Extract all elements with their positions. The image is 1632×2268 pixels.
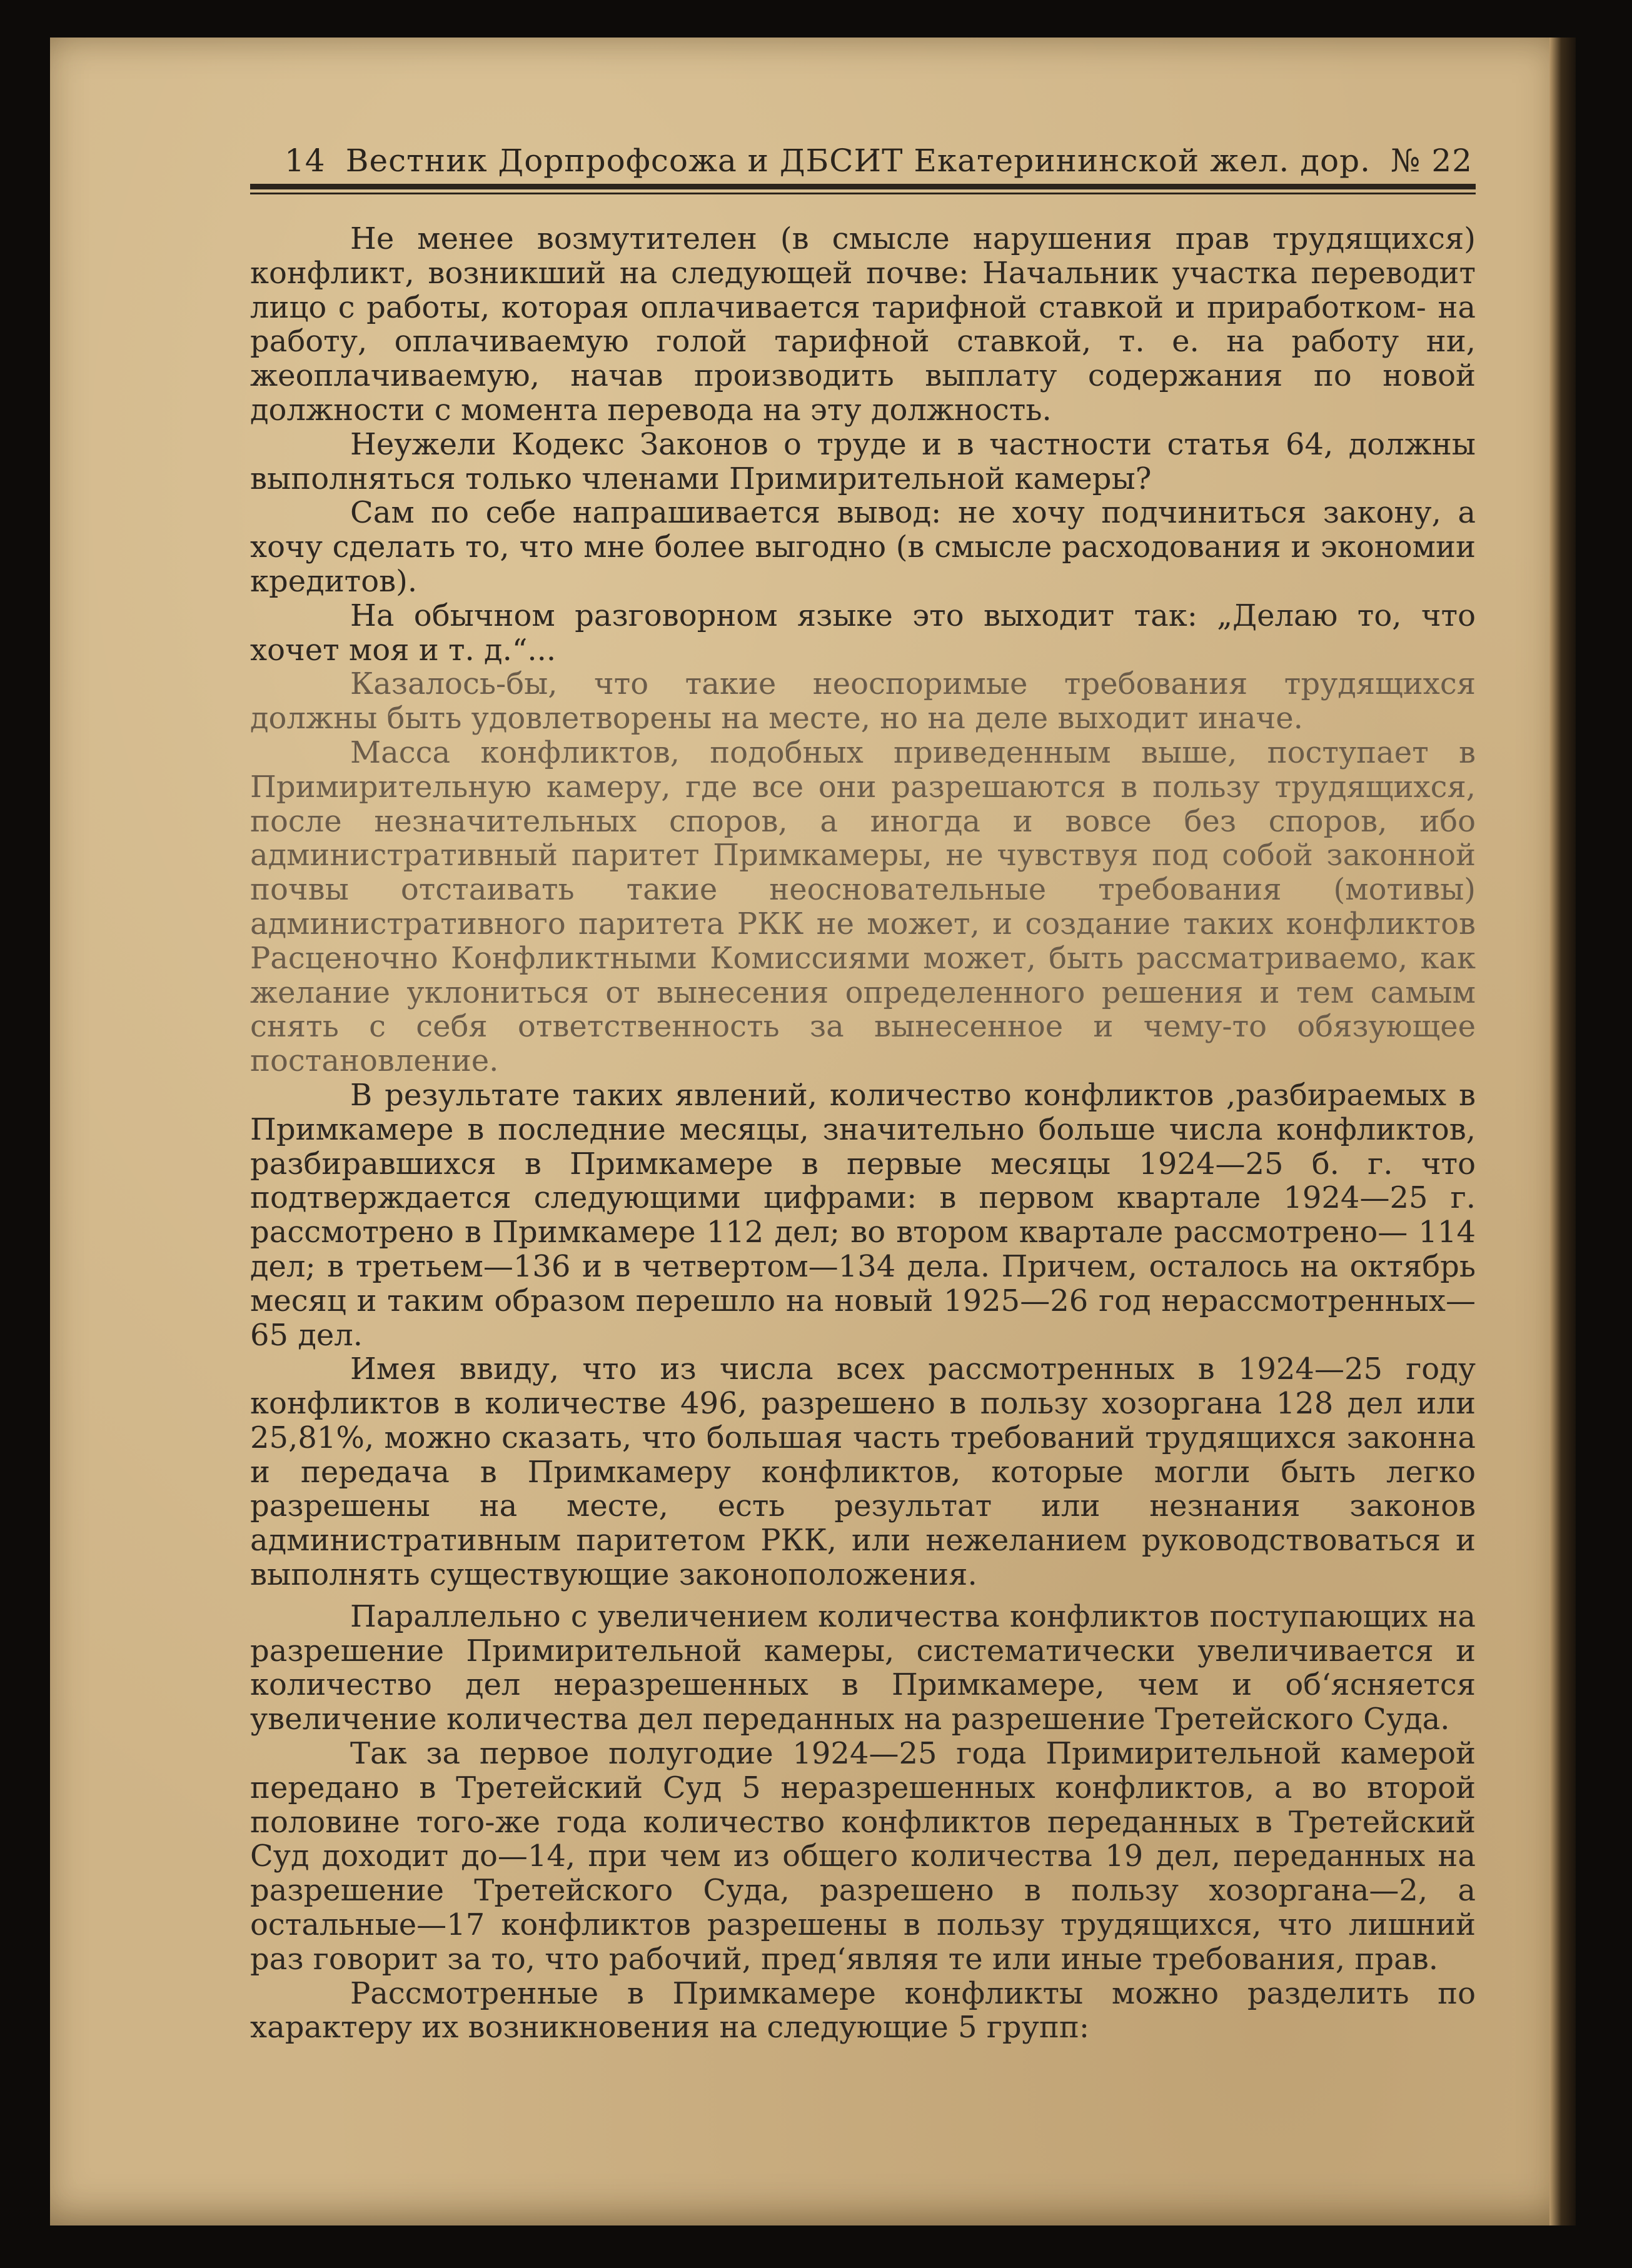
book-binding-edge: [1549, 38, 1576, 2225]
paragraph: Рассмотренные в Примкамере конфликты можно разделить по характеру их возникновения на следующие 5 групп:: [250, 1975, 1476, 2045]
running-header: [285, 143, 1473, 186]
paragraph: Так за первое полугодие 1924—25 года Примирительной камерой передано в Третейский Суд 5 неразрешенных конфликтов, а во второй половине того-же года количество конфликтов переданных в Третейский Суд доходит до—14, при чем из общего количества 19 дел, переданных на разрешение Третейского Суда, разрешено в пользу хозоргана—2, а остальные—17 конфликтов разрешены в пользу трудящихся, что лишний раз говорит за то, что рабочий, пред‘являя те или иные требования, прав.: [250, 1736, 1476, 1977]
paragraph: Параллельно с увеличением количества конфликтов поступающих на разрешение Примирительной камеры, систематически увеличивается и количество дел неразрешенных в Примкамере, чем и об‘ясняется увеличение количества дел переданных на разрешение Третейского Суда.: [250, 1598, 1476, 1737]
journal-title: Вестник Дорпрофсожа и ДБСИТ Екатерининской жел. дор.: [345, 143, 1371, 179]
header-rule: [250, 184, 1476, 189]
paragraph: Не менее возмутителен (в смысле нарушения прав трудящихся) конфликт, возникший на следующей почве: Начальник участка переводит лицо с работы, которая оплачивается тарифной ставкой и приработком- на работу, оплачиваемую голой тарифной ставкой, т. е. на работу ни, жеоплачиваемую, начав производить выплату содержания по новой должности с момента перевода на эту должность.: [250, 221, 1476, 428]
paragraph: Имея ввиду, что из числа всех рассмотренных в 1924—25 году конфликтов в количестве 496, разрешено в пользу хозоргана 128 дел или 25,81%, можно сказать, что большая часть требований трудящихся законна и передача в Примкамеру конфликтов, которые могли быть легко разрешены на месте, есть результат или незнания законов административным паритетом РКК, или нежеланием руководствоваться и выполнять существующие законоположения.: [250, 1352, 1476, 1593]
header-rule-thin: [250, 193, 1476, 194]
paragraph: В результате таких явлений, количество конфликтов ,разбираемых в Примкамере в последние месяцы, значительно больше числа конфликтов, разбиравшихся в Примкамере в первые месяцы 1924—25 б. г. что подтверждается следующими цифрами: в первом квартале 1924—25 г. рассмотрено в Примкамере 112 дел; во втором квартале рассмотрено— 114 дел; в третьем—136 и в четвертом—134 дела. Причем, осталось на октябрь месяц и таким образом перешло на новый 1925—26 год нерассмотренных—65 дел.: [250, 1077, 1476, 1353]
paragraph: Сам по себе напрашивается вывод: не хочу подчиниться закону, а хочу сделать то, что мне более выгодно (в смысле расходования и экономии кредитов).: [250, 495, 1476, 599]
paragraph: Масса конфликтов, подобных приведенным выше, поступает в Примирительную камеру, где все они разрешаются в пользу трудящихся, после незначительных споров, а иногда и вовсе без споров, ибо административный паритет Примкамеры, не чувствуя под собой законной почвы отстаивать такие неосновательные требования (мотивы) административного паритета РКК не может, и создание таких конфликтов Расценочно Конфликтными Комиссиями может, быть рассматриваемо, как желание уклониться от вынесения определенного решения и тем самым снять с себя ответственность за вынесенное и чему-то обязующее постановление.: [250, 735, 1476, 1079]
paragraph: Казалось-бы, что такие неоспоримые требования трудящихся должны быть удовлетворены на месте, но на деле выходит иначе.: [250, 666, 1476, 736]
article-body: [250, 222, 1476, 2045]
paragraph: Неужели Кодекс Законов о труде и в частности статья 64, должны выполняться только членами Примирительной камеры?: [250, 426, 1476, 496]
issue-number: № 22: [1391, 143, 1473, 179]
page-number: 14: [285, 143, 326, 179]
paragraph: На обычном разговорном языке это выходит так: „Делаю то, что хочет моя и т. д.“...: [250, 598, 1476, 668]
